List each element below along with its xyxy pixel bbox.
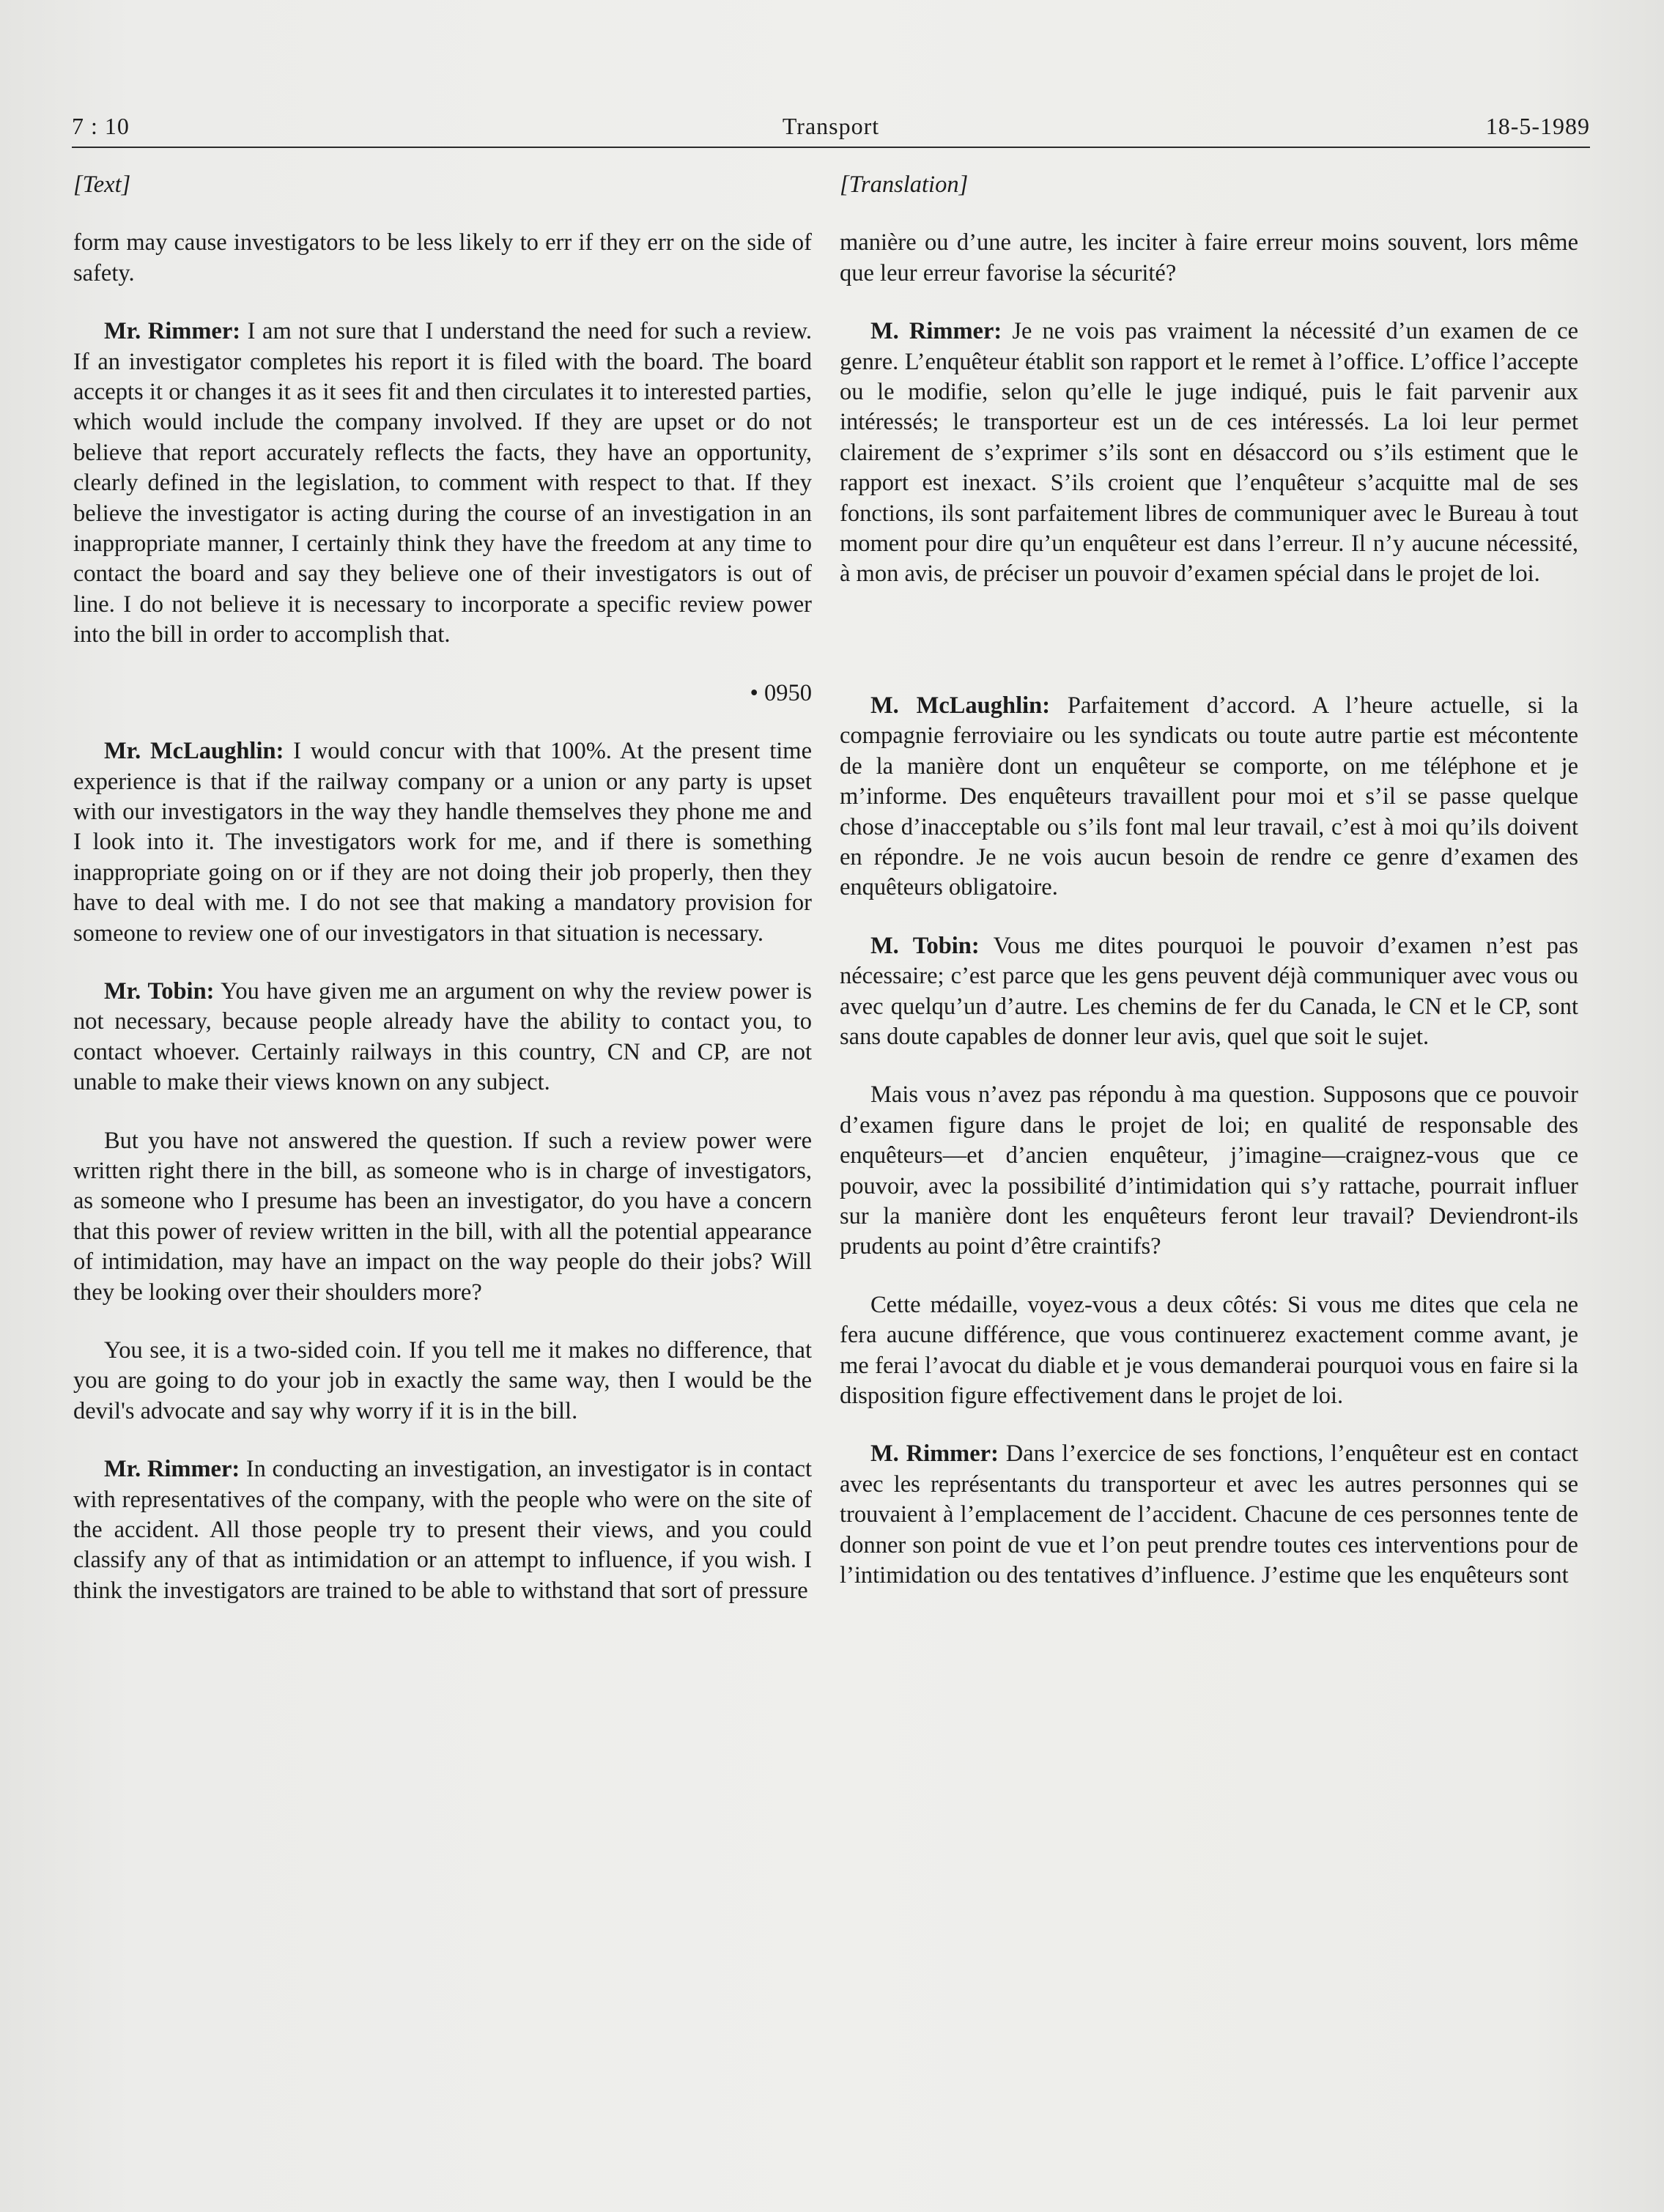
page-header <box>72 110 1590 148</box>
paragraph: manière ou d’une autre, les inciter à faire erreur moins souvent, lors même que leur erreur favorise la sécurité? <box>840 229 1578 286</box>
paragraph: M. Rimmer: Dans l’exercice de ses fonctions, l’enquêteur est en contact avec les représentants du transporteur et avec les autres personnes qui se trouvaient à l’emplacement de l’accident. Chacune de ces personnes tente de donner son point de vue et l’on peut prendre toutes ces interventions pour de l’intimidation ou des tentatives d’influence. J’estime que les enquêteurs sont <box>840 1440 1578 1589</box>
paragraph: Mais vous n’avez pas répondu à ma question. Supposons que ce pouvoir d’examen figure dans le projet de loi; en qualité de responsable des enquêteurs—et d’ancien enquêteur, j’imagine—craignez-vous que ce pouvoir, avec la possibilité d’intimidation qui s’y rattache, pourrait influer sur la manière dont les enquêteurs feront leur travail? Deviendront-ils prudents au point d’être craintifs? <box>840 1081 1578 1260</box>
spacer <box>840 618 1578 691</box>
page-number: 7 : 10 <box>72 113 130 139</box>
paragraph: M. Tobin: Vous me dites pourquoi le pouvoir d’examen n’est pas nécessaire; c’est parce que les gens peuvent déjà communiquer avec vous ou avec quelqu’un d’autre. Les chemins de fer du Canada, le CN et le CP, sont sans doute capables de donner leur avis, quel que soit le sujet. <box>840 932 1578 1050</box>
time-marker: • 0950 <box>750 679 812 706</box>
paragraph: Mr. Tobin: You have given me an argument on why the review power is not necessary, because people already have the ability to contact you, to contact whoever. Certainly railways in this country, CN and CP, are not unable to make their views known on any subject. <box>73 977 813 1096</box>
translation-label: [Translation] <box>840 171 969 198</box>
speaker-name: M. Rimmer: <box>870 318 1002 345</box>
french-column <box>840 170 1578 1619</box>
paragraph: Cette médaille, voyez-vous a deux côtés: Si vous me dites que cela ne fera aucune différence, que vous continuerez exactement comme avant, je me ferai l’avocat du diable et je vous demanderai pourquoi vous en faire si la disposition figure effectivement dans le projet de loi. <box>840 1291 1578 1409</box>
paragraph: You see, it is a two-sided coin. If you tell me it makes no difference, that you are going to do your job in exactly the same way, then I would be the devil's advocate and say why worry if it is in the bill. <box>73 1337 812 1424</box>
paragraph: M. Rimmer: Je ne vois pas vraiment la nécessité d’un examen de ce genre. L’enquêteur établit son rapport et le remet à l’office. L’office l’accepte ou le modifie, selon qu’elle le juge indiqué, puis le fait parvenir aux intéressés; le transporteur est un de ces intéressés. La loi leur permet clairement de s’exprimer s’ils sont en désaccord ou s’ils estiment que le rapport est inexact. S’ils croient que l’enquêteur s’acquitte mal de ses fonctions, ils sont parfaitement libres de communiquer avec le Bureau à tout moment pour dire qu’un enquêteur est dans l’erreur. Il n’y aucune nécessité, à mon avis, de préciser un pouvoir d’examen spécial dans le projet de loi. <box>840 318 1579 588</box>
english-column <box>73 170 812 1634</box>
speaker-name: M. McLaughlin: <box>870 692 1051 719</box>
page-date: 18-5-1989 <box>1485 113 1590 139</box>
speaker-name: M. Tobin: <box>870 932 980 959</box>
paragraph: Mr. Rimmer: I am not sure that I understand the need for such a review. If an investigator completes his report it is filed with the board. The board accepts it or changes it as it sees fit and then circulates it to interested parties, which would include the company involved. If they are upset or do not believe that report accurately reflects the facts, they have an opportunity, clearly defined in the legislation, to comment with respect to that. If they believe the investigator is acting during the course of an investigation in an inappropriate manner, I certainly think they have the freedom at any time to contact the board and say they believe one of their investigators is out of line. I do not believe it is necessary to incorporate a specific review power into the bill in order to accomplish that. <box>73 318 813 648</box>
paragraph: Mr. Rimmer: In conducting an investigation, an investigator is in contact with representatives of the company, with the people who were on the site of the accident. All those people try to present their views, and you could classify any of that as intimidation or an attempt to influence, if you wish. I think the investigators are trained to be able to withstand that sort of pressure <box>73 1456 813 1604</box>
paragraph: form may cause investigators to be less likely to err if they err on the side of safety. <box>73 229 812 286</box>
speaker-name: M. Rimmer: <box>870 1440 999 1468</box>
speaker-name: Mr. Rimmer: <box>104 318 241 345</box>
paragraph: Mr. McLaughlin: I would concur with that 100%. At the present time experience is that if the railway company or a union or any party is upset with our investigators in the way they handle themselves they phone me and I look into it. The investigators work for me, and if there is something inappropriate going on or if they are not doing their job properly, then they have to deal with me. I do not see that making a mandatory provision for someone to review one of our investigators in that situation is necessary. <box>73 738 812 947</box>
paragraph: M. McLaughlin: Parfaitement d’accord. A l’heure actuelle, si la compagnie ferroviaire ou les syndicats ou toute autre partie est mécontente de la manière dont un enquêteur se comporte, on me téléphone et je m’informe. Des enquêteurs travaillent pour moi et s’il se passe quelque chose d’inacceptable ou s’ils font mal leur travail, c’est à moi qu’ils doivent en répondre. Je ne vois aucun besoin de rendre ce genre d’examen des enquêteurs obligatoire. <box>840 692 1579 901</box>
speaker-name: Mr. Rimmer: <box>104 1456 240 1483</box>
speaker-name: Mr. McLaughlin: <box>104 738 284 765</box>
page-title: Transport <box>782 113 880 139</box>
speaker-name: Mr. Tobin: <box>104 977 215 1005</box>
paragraph: But you have not answered the question. If such a review power were written right there in the bill, as someone who is in charge of investigators, as someone who I presume has been an investigator, do you have a concern that this power of review written in the bill, with all the potential appearance of intimidation, may have an impact on the way people do their jobs? Will they be looking over their shoulders more? <box>73 1127 812 1306</box>
text-label: [Text] <box>73 171 131 198</box>
